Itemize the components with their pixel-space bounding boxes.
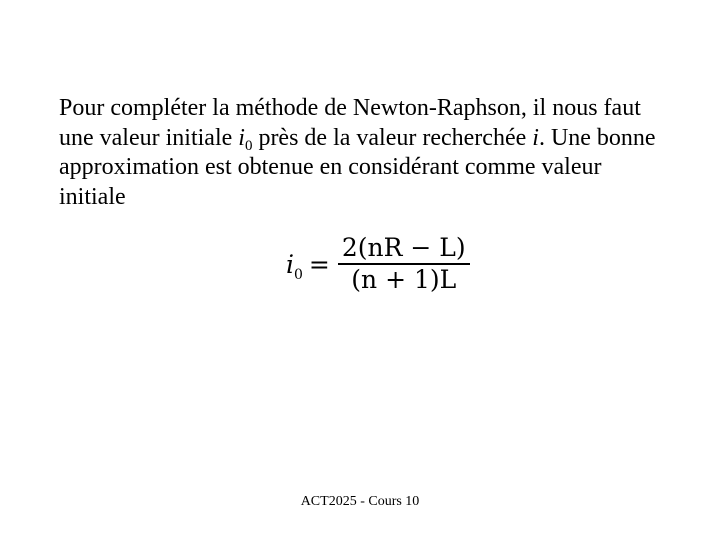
footer-text: ACT2025 - Cours 10: [300, 494, 420, 509]
variable-i: i: [238, 124, 245, 151]
line-2-text-a: une valeur initiale: [59, 124, 239, 151]
body-paragraph: [59, 94, 679, 212]
formula: [286, 232, 470, 296]
paragraph-line-2: [59, 124, 679, 154]
line-2-text-b: près de la valeur recherchée: [252, 124, 533, 151]
formula-denominator: (n + 1)L: [351, 265, 457, 294]
paragraph-line-4: initiale: [59, 183, 126, 210]
formula-lhs: [286, 249, 303, 283]
subscript-zero: 0: [244, 137, 253, 154]
formula-numerator: 2(nR − L): [341, 233, 466, 262]
formula-fraction: [338, 233, 470, 295]
line-2-text-c: . Une bonne: [538, 124, 656, 151]
paragraph-line-1: Pour compléter la méthode de Newton-Raphson, il nous faut: [59, 95, 641, 121]
formula-lhs-var: i: [286, 249, 294, 279]
formula-equals: =: [308, 249, 330, 279]
formula-lhs-sub: 0: [294, 266, 303, 283]
paragraph-line-3: approximation est obtenue en considérant comme valeur: [59, 154, 602, 180]
variable-i-2: i: [532, 124, 539, 151]
